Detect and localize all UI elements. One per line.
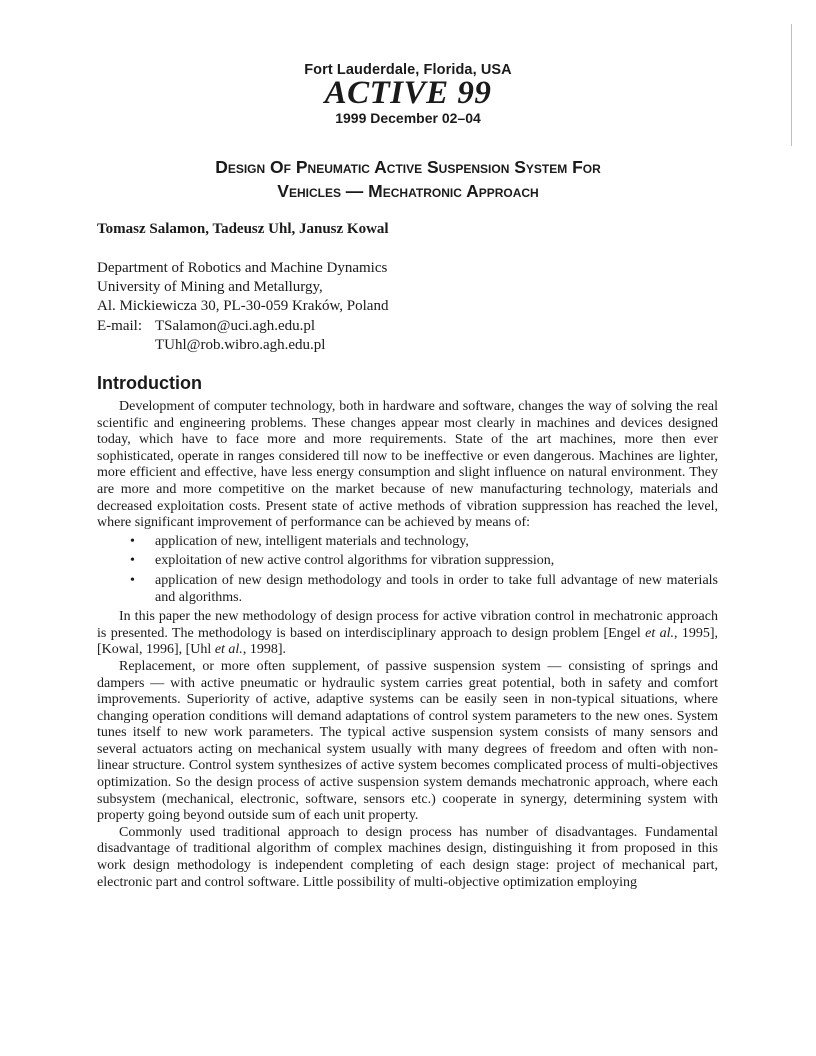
paragraph-1: Development of computer technology, both in hardware and software, changes the way of solving the real scientific and engineering problems. These changes appear most clearly in machines and devices designed today, which have to face more and more requirements. State of the art machines, more then ever sophisticated, operate in ranges considered till now to be ineffective or even dangerous. Machines are lighter, more efficient and effective, have less energy consumption and slight influence on natural environment. They are more and more competitive on the market because of new manufacturing technology, materials and decreased exploitation costs. Present state of active methods of vibration suppression has reached the level, where significant improvement of performance can be achieved by means of: [97,399,718,531]
paper-title [0,155,816,203]
bullet-icon: • [130,553,135,569]
bullet-text-1: application of new, intelligent materials and technology, [155,533,469,549]
bullet-text-3: application of new design methodology and tools in order to take full advantage of new materials and algorithms. [155,572,718,605]
affiliation-line-3: Al. Mickiewicza 30, PL-30-059 Kraków, Poland [97,298,389,314]
paper-title-line-2: Vehicles — Mechatronic Approach [277,181,539,201]
paragraph-2 [97,609,718,659]
affiliation [97,259,718,316]
citation-et-al-1: et al. [645,625,674,641]
conference-location: Fort Lauderdale, Florida, USA [304,62,512,78]
authors: Tomasz Salamon, Tadeusz Uhl, Janusz Kowal [97,221,389,237]
email-block [97,317,718,355]
affiliation-line-1: Department of Robotics and Machine Dynamics [97,260,388,276]
paragraph-2-part-c: , 1998]. [242,642,286,658]
email-address-1: TSalamon@uci.agh.edu.pl [155,318,316,334]
list-item [97,553,718,570]
section-heading: Introduction [97,373,202,393]
bullet-icon: • [130,572,135,588]
paper-title-line-1: Design Of Pneumatic Active Suspension System For [215,157,601,177]
email-label-spacer [97,336,155,355]
conference-name: ACTIVE 99 [324,75,492,111]
email-address-2: TUhl@rob.wibro.agh.edu.pl [155,337,326,353]
paragraph-2-part-b: , 1995], [Kowal, 1996], [Uhl [97,625,718,658]
affiliation-line-2: University of Mining and Metallurgy, [97,279,323,295]
citation-et-al-2: et al. [214,642,243,658]
bullet-text-2: exploitation of new active control algorithms for vibration suppression, [155,553,555,569]
paragraph-3: Replacement, or more often supplement, of passive suspension system — consisting of springs and dampers — with active pneumatic or hydraulic system carries great potential, both in safety and comfort improvements. Superiority of active, adaptive systems can be easily seen in non-typical situations, where changing operation conditions will demand adaptations of control system parameters to the new ones. System tunes itself to new work parameters. The typical active suspension system consists of many sensors and several actuators acting on mechanical system usually with many degrees of freedom and often with non-linear structure. Control system synthesizes of active system becomes complicated process of multi-objectives optimization. So the design process of active suspension system demands mechatronic approach, where each subsystem (mechanical, electronic, software, sensors etc.) cooperate in synergy, determining system with property going beyond outside sum of each unit property. [97,658,718,824]
bullet-icon: • [130,533,135,549]
conference-dates: 1999 December 02–04 [335,110,481,126]
list-item [97,573,718,606]
paragraph-4: Commonly used traditional approach to design process has number of disadvantages. Fundamental disadvantage of traditional algorithm of complex machines design, distinguishing it from proposed in this work design methodology is independent completing of each design stage: project of mechanical part, electronic part and control software. Little possibility of multi-objective optimization employing [97,824,718,890]
paragraph-2-part-a: In this paper the new methodology of design process for active vibration control in mechatronic approach is presented. The methodology is based on interdisciplinary approach to design problem [Engel [97,609,718,641]
body-text [97,399,718,891]
bullet-list [97,534,718,606]
list-item [97,534,718,551]
email-label: E-mail: [97,318,142,334]
